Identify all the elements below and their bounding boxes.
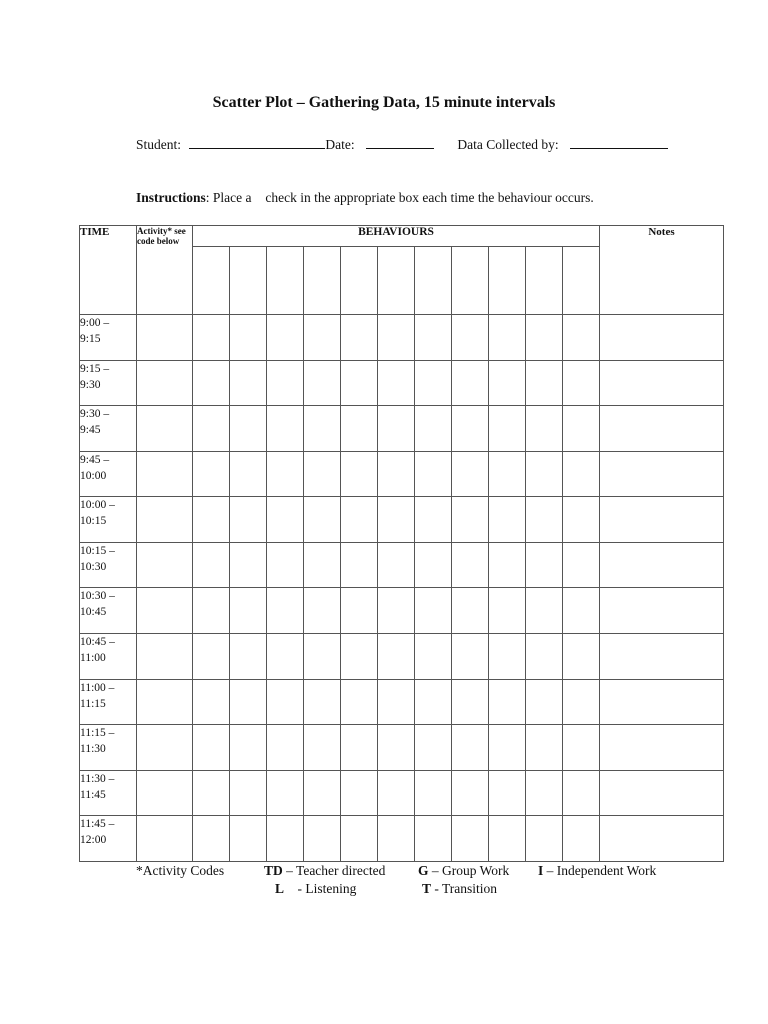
time-end: 10:00 (80, 469, 107, 482)
behaviour-check-cell[interactable] (341, 634, 378, 680)
behaviour-check-cell[interactable] (526, 542, 563, 588)
behaviour-check-cell[interactable] (563, 816, 600, 862)
behaviour-column-header[interactable] (378, 247, 415, 315)
behaviour-check-cell[interactable] (526, 725, 563, 771)
notes-cell[interactable] (600, 406, 724, 452)
behaviour-check-cell[interactable] (563, 770, 600, 816)
notes-cell[interactable] (600, 770, 724, 816)
behaviour-check-cell[interactable] (526, 634, 563, 680)
student-label: Student: (136, 137, 182, 152)
behaviour-check-cell[interactable] (230, 360, 267, 406)
code-td: TD – Teacher directed (264, 863, 386, 878)
behaviour-check-cell[interactable] (563, 497, 600, 543)
instructions-text: : Place a  check in the appropriate box each time the behaviour occurs. (205, 190, 594, 205)
time-start: 11:15 – (80, 727, 115, 740)
time-start: 9:15 – (80, 362, 110, 375)
behaviour-check-cell[interactable] (230, 634, 267, 680)
time-start: 10:15 – (80, 544, 115, 557)
behaviour-check-cell[interactable] (526, 588, 563, 634)
behaviour-check-cell[interactable] (230, 770, 267, 816)
behaviour-check-cell[interactable] (230, 451, 267, 497)
notes-cell[interactable] (600, 497, 724, 543)
behaviour-check-cell[interactable] (193, 634, 230, 680)
behaviour-check-cell[interactable] (193, 679, 230, 725)
time-end: 9:30 (80, 378, 101, 391)
date-blank[interactable] (366, 136, 434, 149)
notes-cell[interactable] (600, 725, 724, 771)
behaviour-column-header[interactable] (193, 247, 230, 315)
code-g: G – Group Work (418, 863, 510, 878)
behaviour-check-cell[interactable] (193, 315, 230, 361)
time-end: 10:45 (80, 606, 107, 619)
behaviour-check-cell[interactable] (526, 679, 563, 725)
time-end: 11:15 (80, 697, 106, 710)
behaviour-check-cell[interactable] (304, 725, 341, 771)
behaviour-check-cell[interactable] (452, 315, 489, 361)
behaviour-check-cell[interactable] (304, 497, 341, 543)
behaviour-check-cell[interactable] (378, 497, 415, 543)
behaviour-check-cell[interactable] (193, 770, 230, 816)
behaviour-check-cell[interactable] (415, 360, 452, 406)
behaviour-check-cell[interactable] (563, 451, 600, 497)
behaviour-check-cell[interactable] (378, 725, 415, 771)
behaviour-check-cell[interactable] (267, 542, 304, 588)
time-end: 11:30 (80, 743, 106, 756)
code-t: T - Transition (422, 881, 498, 896)
behaviour-check-cell[interactable] (193, 497, 230, 543)
table-row (80, 451, 724, 497)
behaviour-check-cell[interactable] (378, 816, 415, 862)
behaviour-check-cell[interactable] (489, 406, 526, 452)
notes-cell[interactable] (600, 451, 724, 497)
behaviour-check-cell[interactable] (489, 542, 526, 588)
time-start: 11:45 – (80, 818, 115, 831)
behaviour-check-cell[interactable] (341, 770, 378, 816)
table-row (80, 816, 724, 862)
activity-cell[interactable] (137, 406, 193, 452)
behaviour-check-cell[interactable] (415, 588, 452, 634)
behaviour-check-cell[interactable] (452, 542, 489, 588)
activity-cell[interactable] (137, 315, 193, 361)
behaviour-column-header[interactable] (489, 247, 526, 315)
behaviour-check-cell[interactable] (193, 542, 230, 588)
time-start: 9:30 – (80, 408, 110, 421)
time-interval-cell (80, 588, 137, 634)
behaviour-check-cell[interactable] (378, 634, 415, 680)
behaviour-check-cell[interactable] (267, 634, 304, 680)
behaviour-check-cell[interactable] (193, 816, 230, 862)
behaviour-check-cell[interactable] (526, 360, 563, 406)
notes-header: Notes (600, 226, 724, 315)
time-start: 9:45 – (80, 453, 110, 466)
date-label: Date: (325, 137, 355, 152)
behaviour-check-cell[interactable] (341, 816, 378, 862)
behaviour-check-cell[interactable] (193, 725, 230, 771)
behaviour-check-cell[interactable] (267, 588, 304, 634)
time-header: TIME (80, 226, 137, 315)
behaviour-check-cell[interactable] (378, 360, 415, 406)
behaviour-check-cell[interactable] (230, 588, 267, 634)
activity-cell[interactable] (137, 451, 193, 497)
activity-header: Activity* see code below (137, 226, 193, 315)
behaviour-check-cell[interactable] (267, 315, 304, 361)
behaviour-check-cell[interactable] (193, 360, 230, 406)
activity-cell[interactable] (137, 588, 193, 634)
behaviour-check-cell[interactable] (415, 679, 452, 725)
instructions (136, 190, 594, 206)
time-interval-cell (80, 634, 137, 680)
table-row (80, 497, 724, 543)
table-row (80, 679, 724, 725)
behaviour-check-cell[interactable] (563, 315, 600, 361)
behaviour-check-cell[interactable] (452, 406, 489, 452)
behaviour-check-cell[interactable] (563, 360, 600, 406)
behaviour-check-cell[interactable] (452, 679, 489, 725)
behaviour-check-cell[interactable] (489, 770, 526, 816)
behaviour-check-cell[interactable] (452, 588, 489, 634)
behaviour-check-cell[interactable] (563, 679, 600, 725)
behaviour-check-cell[interactable] (230, 725, 267, 771)
notes-cell[interactable] (600, 816, 724, 862)
table-row (80, 360, 724, 406)
table-row (80, 542, 724, 588)
time-start: 10:45 – (80, 636, 115, 649)
behaviour-check-cell[interactable] (563, 634, 600, 680)
behaviour-column-header[interactable] (563, 247, 600, 315)
behaviour-check-cell[interactable] (489, 315, 526, 361)
behaviour-check-cell[interactable] (452, 770, 489, 816)
behaviour-check-cell[interactable] (341, 588, 378, 634)
time-interval-cell (80, 816, 137, 862)
behaviour-check-cell[interactable] (341, 497, 378, 543)
time-end: 11:00 (80, 652, 106, 665)
time-interval-cell (80, 542, 137, 588)
behaviour-check-cell[interactable] (304, 770, 341, 816)
behaviour-check-cell[interactable] (230, 315, 267, 361)
behaviours-header: BEHAVIOURS (193, 226, 600, 247)
behaviour-check-cell[interactable] (378, 542, 415, 588)
behaviour-check-cell[interactable] (489, 725, 526, 771)
activity-cell[interactable] (137, 542, 193, 588)
behaviour-check-cell[interactable] (415, 770, 452, 816)
activity-cell[interactable] (137, 497, 193, 543)
behaviour-check-cell[interactable] (230, 679, 267, 725)
behaviour-check-cell[interactable] (267, 451, 304, 497)
behaviour-check-cell[interactable] (341, 406, 378, 452)
behaviour-check-cell[interactable] (267, 406, 304, 452)
behaviour-check-cell[interactable] (415, 497, 452, 543)
behaviour-column-header[interactable] (304, 247, 341, 315)
activity-codes-label: *Activity Codes (136, 863, 225, 878)
behaviour-check-cell[interactable] (415, 816, 452, 862)
behaviour-check-cell[interactable] (526, 451, 563, 497)
scatter-plot-table (79, 225, 724, 862)
behaviour-check-cell[interactable] (304, 360, 341, 406)
behaviour-check-cell[interactable] (267, 497, 304, 543)
time-start: 10:30 – (80, 590, 115, 603)
behaviour-check-cell[interactable] (489, 816, 526, 862)
time-end: 10:30 (80, 560, 107, 573)
behaviour-check-cell[interactable] (415, 406, 452, 452)
behaviour-check-cell[interactable] (267, 816, 304, 862)
behaviour-column-header[interactable] (452, 247, 489, 315)
behaviour-check-cell[interactable] (452, 634, 489, 680)
behaviour-check-cell[interactable] (415, 725, 452, 771)
activity-cell[interactable] (137, 770, 193, 816)
behaviour-column-header[interactable] (267, 247, 304, 315)
behaviour-check-cell[interactable] (341, 451, 378, 497)
behaviour-check-cell[interactable] (563, 725, 600, 771)
behaviour-check-cell[interactable] (304, 315, 341, 361)
behaviour-check-cell[interactable] (489, 451, 526, 497)
time-interval-cell (80, 360, 137, 406)
student-blank[interactable] (189, 136, 325, 149)
behaviour-check-cell[interactable] (526, 497, 563, 543)
notes-cell[interactable] (600, 634, 724, 680)
behaviour-check-cell[interactable] (378, 588, 415, 634)
behaviour-check-cell[interactable] (304, 679, 341, 725)
behaviour-check-cell[interactable] (230, 816, 267, 862)
behaviour-check-cell[interactable] (230, 406, 267, 452)
behaviour-check-cell[interactable] (378, 770, 415, 816)
time-end: 11:45 (80, 788, 106, 801)
behaviour-check-cell[interactable] (304, 406, 341, 452)
behaviour-check-cell[interactable] (230, 542, 267, 588)
behaviour-check-cell[interactable] (267, 725, 304, 771)
behaviour-check-cell[interactable] (452, 451, 489, 497)
behaviour-check-cell[interactable] (230, 497, 267, 543)
time-start: 11:30 – (80, 772, 115, 785)
behaviour-check-cell[interactable] (378, 315, 415, 361)
time-start: 11:00 – (80, 681, 115, 694)
behaviour-check-cell[interactable] (267, 679, 304, 725)
time-interval-cell (80, 770, 137, 816)
behaviour-check-cell[interactable] (267, 770, 304, 816)
time-end: 9:15 (80, 333, 101, 345)
notes-cell[interactable] (600, 360, 724, 406)
page-title: Scatter Plot – Gathering Data, 15 minute intervals (212, 94, 556, 111)
behaviour-check-cell[interactable] (415, 634, 452, 680)
activity-cell[interactable] (137, 679, 193, 725)
form-meta-line (136, 136, 668, 153)
behaviour-check-cell[interactable] (452, 816, 489, 862)
notes-cell[interactable] (600, 588, 724, 634)
behaviour-check-cell[interactable] (415, 315, 452, 361)
behaviour-check-cell[interactable] (452, 725, 489, 771)
table-row (80, 634, 724, 680)
behaviour-check-cell[interactable] (304, 816, 341, 862)
behaviour-check-cell[interactable] (378, 451, 415, 497)
behaviour-check-cell[interactable] (378, 679, 415, 725)
time-start: 10:00 – (80, 499, 115, 512)
activity-cell[interactable] (137, 634, 193, 680)
behaviour-check-cell[interactable] (304, 588, 341, 634)
behaviour-check-cell[interactable] (489, 497, 526, 543)
behaviour-check-cell[interactable] (304, 634, 341, 680)
behaviour-column-header[interactable] (230, 247, 267, 315)
behaviour-check-cell[interactable] (341, 725, 378, 771)
behaviour-column-header[interactable] (526, 247, 563, 315)
activity-cell[interactable] (137, 360, 193, 406)
notes-cell[interactable] (600, 679, 724, 725)
behaviour-check-cell[interactable] (193, 588, 230, 634)
behaviour-check-cell[interactable] (489, 360, 526, 406)
behaviour-check-cell[interactable] (563, 542, 600, 588)
code-i: I – Independent Work (538, 863, 657, 878)
behaviour-check-cell[interactable] (341, 679, 378, 725)
behaviour-check-cell[interactable] (267, 360, 304, 406)
time-interval-cell (80, 451, 137, 497)
behaviour-check-cell[interactable] (526, 315, 563, 361)
table-row (80, 406, 724, 452)
behaviour-check-cell[interactable] (304, 451, 341, 497)
time-interval-cell (80, 406, 137, 452)
behaviour-check-cell[interactable] (489, 588, 526, 634)
table-row (80, 315, 724, 361)
time-interval-cell (80, 315, 137, 361)
behaviour-check-cell[interactable] (526, 816, 563, 862)
time-interval-cell (80, 725, 137, 771)
behaviour-check-cell[interactable] (526, 406, 563, 452)
time-interval-cell (80, 679, 137, 725)
notes-cell[interactable] (600, 542, 724, 588)
behaviour-column-header[interactable] (341, 247, 378, 315)
table-row (80, 770, 724, 816)
time-end: 12:00 (80, 834, 107, 847)
table-row (80, 588, 724, 634)
behaviour-check-cell[interactable] (341, 315, 378, 361)
behaviour-column-header[interactable] (415, 247, 452, 315)
behaviour-check-cell[interactable] (193, 406, 230, 452)
activity-cell[interactable] (137, 816, 193, 862)
time-end: 9:45 (80, 424, 101, 437)
notes-cell[interactable] (600, 315, 724, 361)
behaviour-check-cell[interactable] (526, 770, 563, 816)
collected-label: Data Collected by: (457, 137, 559, 152)
behaviour-check-cell[interactable] (341, 360, 378, 406)
time-interval-cell (80, 497, 137, 543)
behaviour-check-cell[interactable] (452, 497, 489, 543)
activity-cell[interactable] (137, 725, 193, 771)
behaviour-check-cell[interactable] (489, 679, 526, 725)
behaviour-check-cell[interactable] (304, 542, 341, 588)
behaviour-check-cell[interactable] (489, 634, 526, 680)
collected-blank[interactable] (570, 136, 668, 149)
behaviour-check-cell[interactable] (452, 360, 489, 406)
time-end: 10:15 (80, 515, 107, 528)
time-start: 9:00 – (80, 317, 110, 329)
behaviour-check-cell[interactable] (378, 406, 415, 452)
table-row (80, 725, 724, 771)
behaviour-check-cell[interactable] (415, 451, 452, 497)
behaviour-check-cell[interactable] (563, 406, 600, 452)
behaviour-check-cell[interactable] (341, 542, 378, 588)
instructions-label: Instructions (136, 190, 206, 205)
behaviour-check-cell[interactable] (563, 588, 600, 634)
behaviour-check-cell[interactable] (415, 542, 452, 588)
code-l: L - Listening (275, 881, 357, 896)
behaviour-check-cell[interactable] (193, 451, 230, 497)
